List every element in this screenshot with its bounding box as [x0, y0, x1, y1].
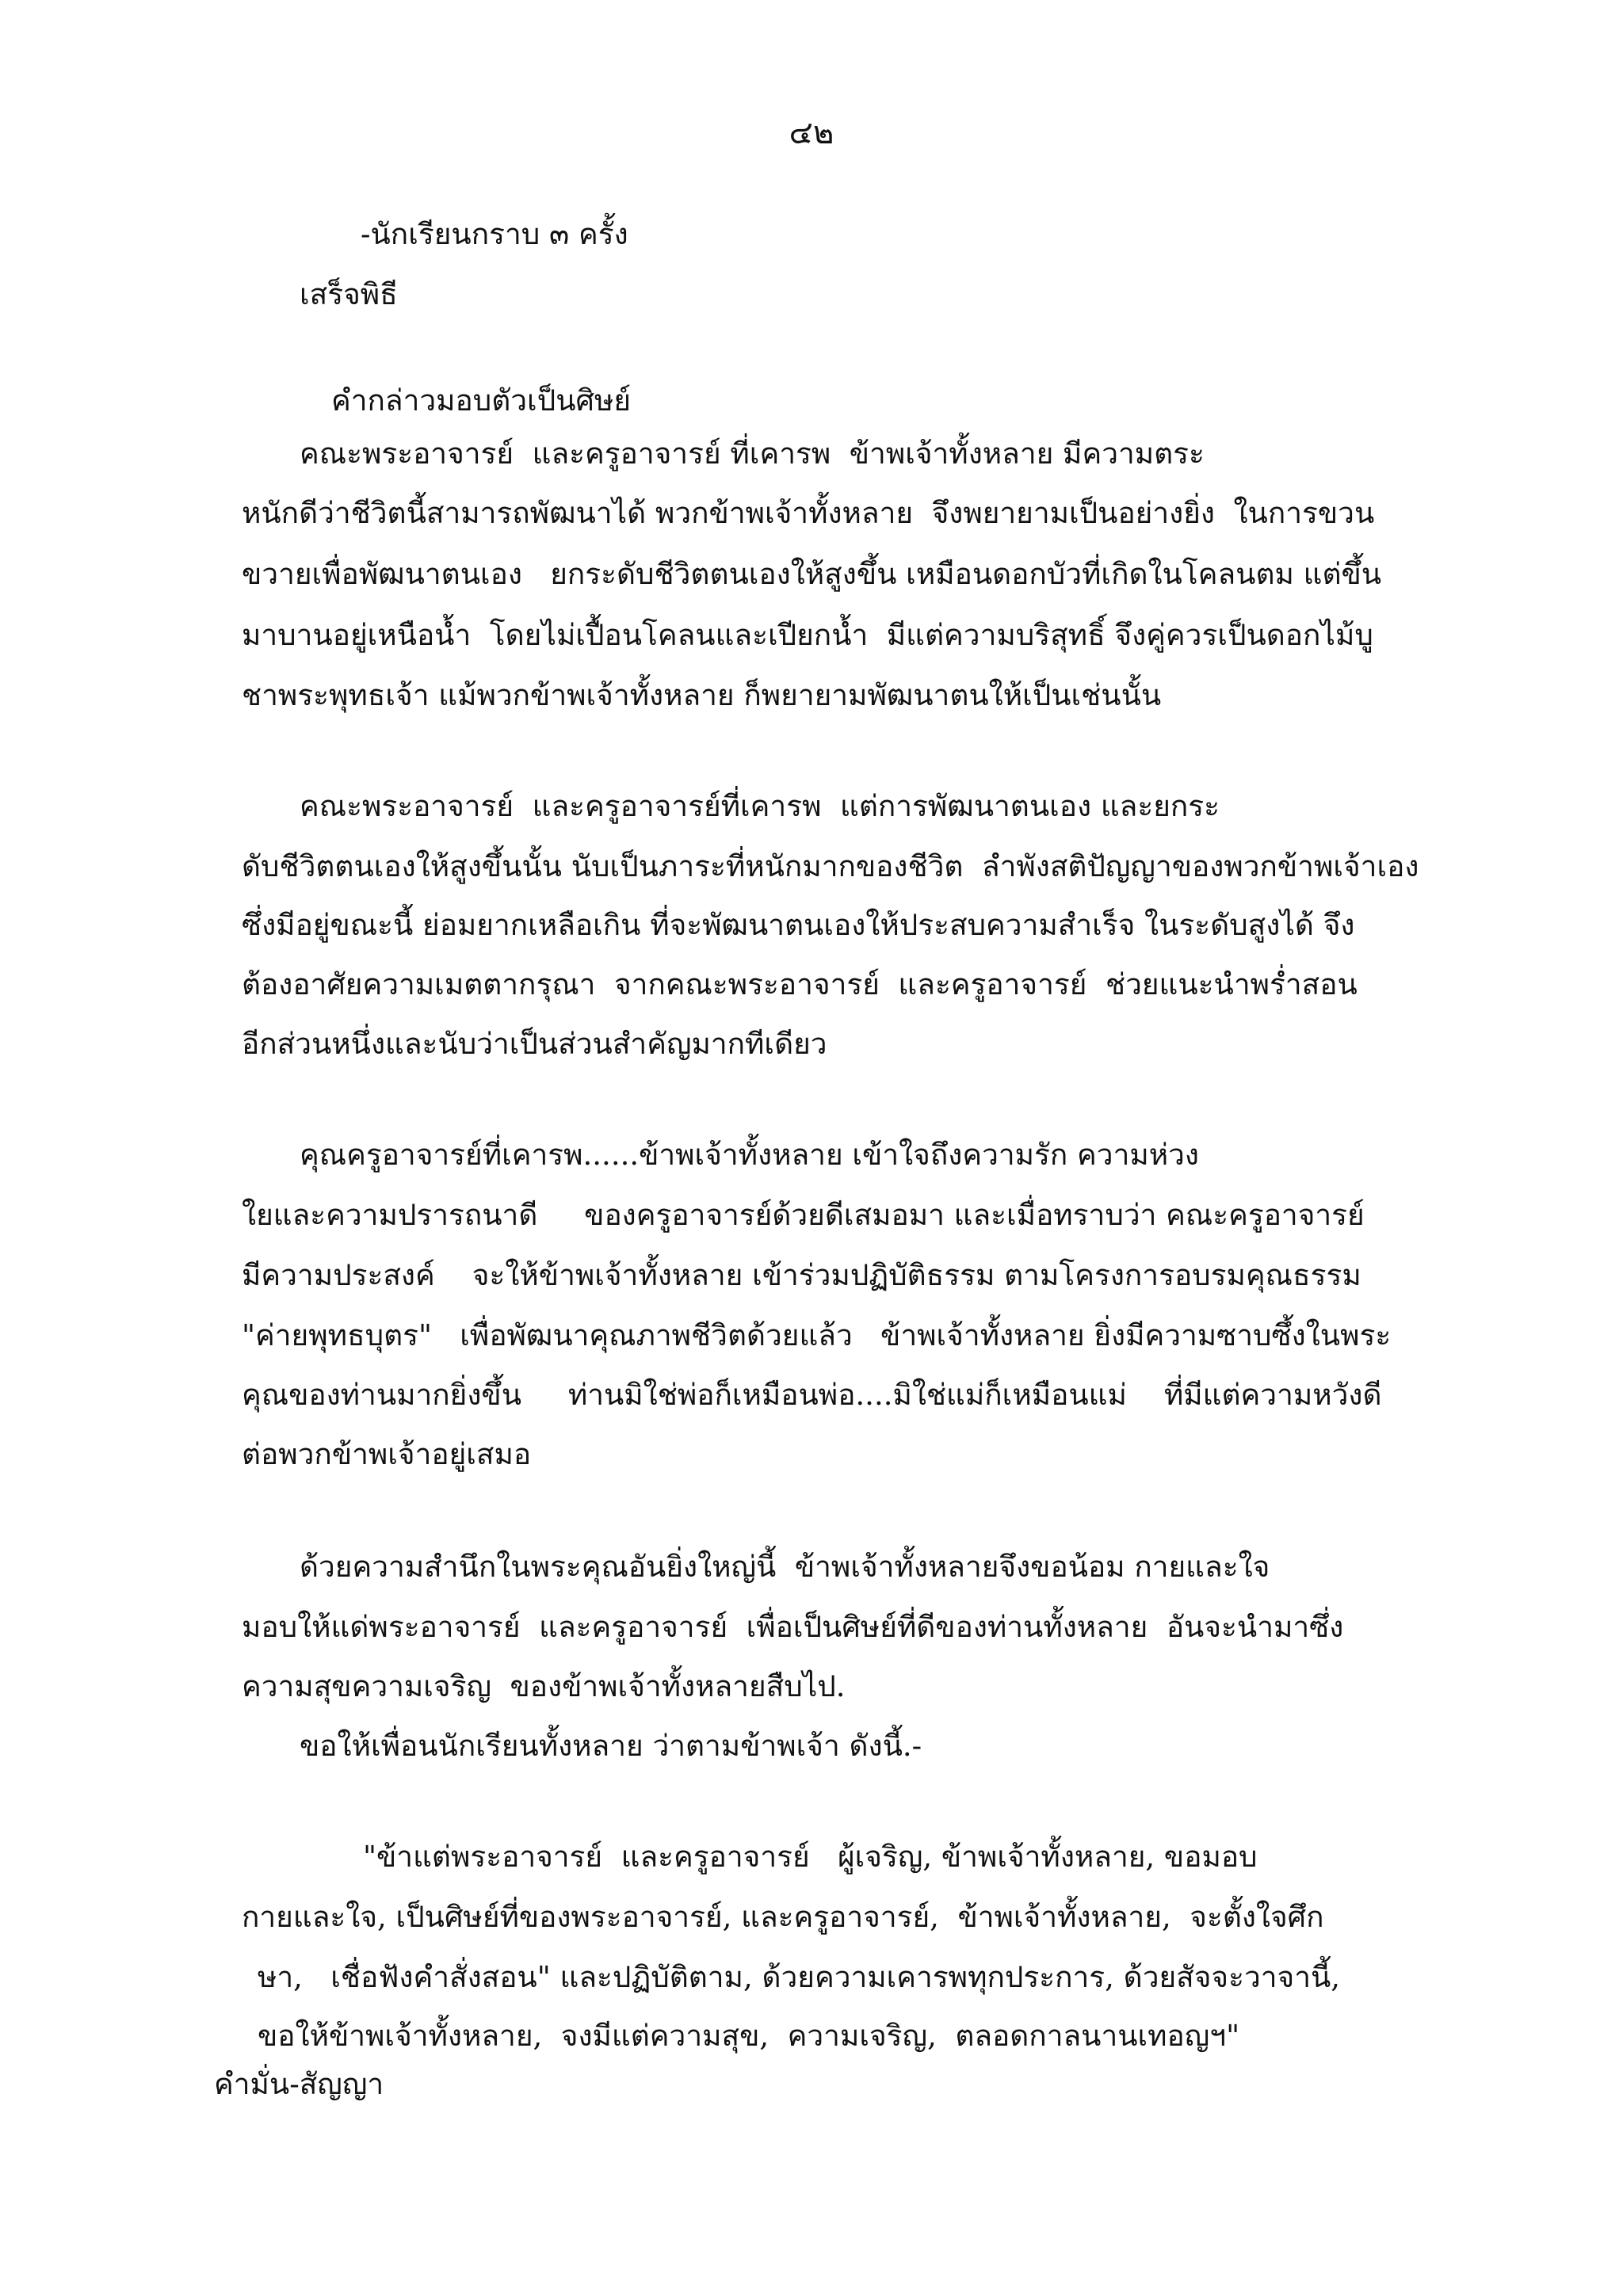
text-line: ซึ่งมีอยู่ขณะนี้ ย่อมยากเหลือเกิน ที่จะพัฒนาตนเองให้ประสบความสำเร็จ ในระดับสูงได้ จึง: [242, 908, 1355, 942]
text-line: ใยและความปรารถนาดี ของครูอาจารย์ด้วยดีเสมอมา และเมื่อทราบว่า คณะครูอาจารย์: [242, 1198, 1365, 1232]
text-line: ความสุขความเจริญ ของข้าพเจ้าทั้งหลายสืบไป.: [242, 1669, 846, 1703]
section-heading: คำมั่น-สัญญา: [214, 2067, 384, 2101]
oath-line: ขอให้ข้าพเจ้าทั้งหลาย, จงมีแต่ความสุข, ความเจริญ, ตลอดกาลนานเทอญฯ": [258, 2019, 1240, 2053]
text-line: -นักเรียนกราบ ๓ ครั้ง: [361, 217, 628, 251]
text-line: มาบานอยู่เหนือน้ำ โดยไม่เปื้อนโคลนและเปียกน้ำ มีแต่ความบริสุทธิ์ จึงคู่ควรเป็นดอกไม้บู: [242, 618, 1373, 652]
oath-line: กายและใจ, เป็นศิษย์ที่ของพระอาจารย์, และครูอาจารย์, ข้าพเจ้าทั้งหลาย, จะตั้งใจศึก: [242, 1900, 1324, 1934]
text-line: หนักดีว่าชีวิตนี้สามารถพัฒนาได้ พวกข้าพเจ้าทั้งหลาย จึงพยายามเป็นอย่างยิ่ง ในการขวน: [242, 496, 1375, 530]
text-line: เสร็จพิธี: [300, 277, 398, 311]
text-line: คุณของท่านมากยิ่งขึ้น ท่านมิใช่พ่อก็เหมือนพ่อ....มิใช่แม่ก็เหมือนแม่ ที่มีแต่ความหวังดี: [242, 1378, 1382, 1412]
oath-line: ษา, เชื่อฟังคำสั่งสอน" และปฏิบัติตาม, ด้วยความเคารพทุกประการ, ด้วยสัจจะวาจานี้,: [258, 1960, 1341, 1994]
text-line: คณะพระอาจารย์ และครูอาจารย์ที่เคารพ แต่การพัฒนาตนเอง และยกระ: [300, 789, 1220, 823]
text-line: ชาพระพุทธเจ้า แม้พวกข้าพเจ้าทั้งหลาย ก็พยายามพัฒนาตนให้เป็นเช่นนั้น: [242, 678, 1162, 712]
text-line: ขวายเพื่อพัฒนาตนเอง ยกระดับชีวิตตนเองให้สูงขึ้น เหมือนดอกบัวที่เกิดในโคลนตม แต่ขึ้น: [242, 557, 1382, 591]
text-line: ดับชีวิตตนเองให้สูงขึ้นนั้น นับเป็นภาระที่หนักมากของชีวิต ลำพังสติปัญญาของพวกข้าพเจ้าเอง: [242, 849, 1419, 883]
text-line: ด้วยความสำนึกในพระคุณอันยิ่งใหญ่นี้ ข้าพเจ้าทั้งหลายจึงขอน้อม กายและใจ: [300, 1550, 1270, 1584]
oath-line: "ข้าแต่พระอาจารย์ และครูอาจารย์ ผู้เจริญ, ข้าพเจ้าทั้งหลาย, ขอมอบ: [363, 1840, 1258, 1874]
section-heading: คำกล่าวมอบตัวเป็นศิษย์: [331, 383, 632, 418]
text-line: ขอให้เพื่อนนักเรียนทั้งหลาย ว่าตามข้าพเจ้า ดังนี้.-: [300, 1729, 922, 1763]
text-line: คุณครูอาจารย์ที่เคารพ......ข้าพเจ้าทั้งหลาย เข้าใจถึงความรัก ความห่วง: [300, 1138, 1199, 1172]
text-line: ต่อพวกข้าพเจ้าอยู่เสมอ: [242, 1437, 532, 1471]
text-line: ต้องอาศัยความเมตตากรุณา จากคณะพระอาจารย์ และครูอาจารย์ ช่วยแนะนำพร่ำสอน: [242, 967, 1358, 1001]
text-line: มีความประสงค์ จะให้ข้าพเจ้าทั้งหลาย เข้าร่วมปฏิบัติธรรม ตามโครงการอบรมคุณธรรม: [242, 1258, 1361, 1292]
text-line: "ค่ายพุทธบุตร" เพื่อพัฒนาคุณภาพชีวิตด้วยแล้ว ข้าพเจ้าทั้งหลาย ยิ่งมีความซาบซึ้งในพระ: [242, 1318, 1392, 1352]
text-line: อีกส่วนหนึ่งและนับว่าเป็นส่วนสำคัญมากทีเดียว: [242, 1027, 827, 1061]
text-line: มอบให้แด่พระอาจารย์ และครูอาจารย์ เพื่อเป็นศิษย์ที่ดีของท่านทั้งหลาย อันจะนำมาซึ่ง: [242, 1610, 1344, 1644]
page-number: ๔๒: [789, 115, 834, 151]
text-line: คณะพระอาจารย์ และครูอาจารย์ ที่เคารพ ข้าพเจ้าทั้งหลาย มีความตระ: [300, 437, 1205, 471]
